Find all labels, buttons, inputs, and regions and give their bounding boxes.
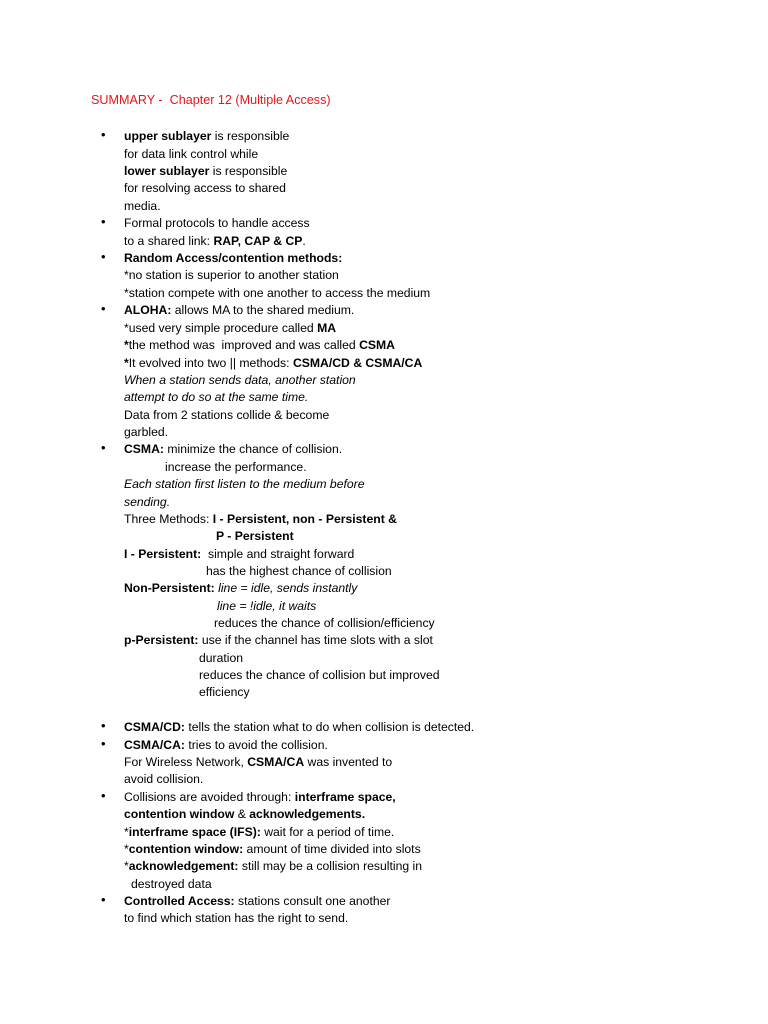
text-line <box>124 302 354 318</box>
text-line <box>124 215 310 231</box>
text-run: wait for a period of time. <box>260 825 395 839</box>
text-run: I - Persistent, non - Persistent & <box>212 512 397 526</box>
text-line <box>199 667 440 683</box>
text-line <box>124 754 392 770</box>
text-run: CSMA: <box>124 442 164 456</box>
text-run: for resolving access to shared <box>124 181 286 195</box>
text-run: has the highest chance of collision <box>206 564 392 578</box>
text-run: MA <box>317 321 337 335</box>
text-line <box>124 858 422 874</box>
bullet-marker: • <box>101 127 106 142</box>
text-run: Three Methods: <box>124 512 213 526</box>
text-run: interframe space (IFS): <box>128 825 261 839</box>
text-run: media. <box>124 199 161 213</box>
text-line <box>131 876 212 892</box>
text-line <box>124 163 287 179</box>
text-run: simple and straight forward <box>201 547 355 561</box>
text-run: Collisions are avoided through: <box>124 790 295 804</box>
text-run: I - Persistent: <box>124 547 202 561</box>
text-line <box>124 389 308 405</box>
text-run: Formal protocols to handle access <box>124 216 310 230</box>
text-line <box>124 424 168 440</box>
text-run: interframe space, <box>294 790 396 804</box>
text-run: *used very simple procedure called <box>124 321 318 335</box>
text-line <box>124 233 306 249</box>
text-line <box>124 355 422 371</box>
text-run: ALOHA: <box>124 303 172 317</box>
text-run: Data from 2 stations collide & become <box>124 408 330 422</box>
text-line <box>124 337 395 353</box>
text-line <box>124 580 357 596</box>
text-line <box>124 180 286 196</box>
bullet-marker: • <box>101 214 106 229</box>
text-line <box>165 459 307 475</box>
text-run: contention window: <box>128 842 244 856</box>
text-run: Non-Persistent: <box>124 581 215 595</box>
text-run: acknowledgements. <box>249 807 366 821</box>
text-run: It evolved into two || methods: <box>128 356 293 370</box>
text-line <box>124 737 328 753</box>
text-run: & <box>234 807 250 821</box>
text-run: allows MA to the shared medium. <box>171 303 355 317</box>
text-line <box>124 250 342 266</box>
text-run: * <box>124 859 129 873</box>
text-run: . <box>302 234 306 248</box>
bullet-marker: • <box>101 301 106 316</box>
text-run: * <box>124 356 129 370</box>
bullet-marker: • <box>101 440 106 455</box>
text-run: Each station first listen to the medium before <box>124 477 365 491</box>
text-line <box>124 407 329 423</box>
text-line <box>199 650 243 666</box>
text-run: tells the station what to do when collision is detected. <box>184 720 475 734</box>
text-run: attempt to do so at the same time. <box>124 390 309 404</box>
text-run: p-Persistent: <box>124 633 199 647</box>
text-line <box>124 267 339 283</box>
text-run: is responsible <box>209 164 288 178</box>
text-run: * <box>124 338 129 352</box>
text-line <box>124 789 396 805</box>
text-run: CSMA/CD: <box>124 720 185 734</box>
text-run: Controlled Access: <box>124 894 235 908</box>
text-run: P - Persistent <box>216 529 294 543</box>
text-line <box>124 632 433 648</box>
bullet-marker: • <box>101 736 106 751</box>
text-line <box>124 198 161 214</box>
text-run: avoid collision. <box>124 772 204 786</box>
text-run: garbled. <box>124 425 169 439</box>
text-run: for data link control while <box>124 147 259 161</box>
text-run: stations consult one another <box>234 894 391 908</box>
text-line <box>216 528 294 544</box>
text-line <box>124 320 336 336</box>
text-line <box>124 771 203 787</box>
text-run: to a shared link: <box>124 234 214 248</box>
text-run: still may be a collision resulting in <box>238 859 423 873</box>
text-line <box>124 841 421 857</box>
text-line <box>124 372 356 388</box>
text-run: is responsible <box>211 129 290 143</box>
text-run: *no station is superior to another station <box>124 268 339 282</box>
bullet-marker: • <box>101 788 106 803</box>
text-run: upper sublayer <box>124 129 212 143</box>
text-line <box>217 598 316 614</box>
text-run: CSMA <box>359 338 395 352</box>
text-run: RAP, CAP & CP <box>213 234 303 248</box>
text-line <box>124 893 390 909</box>
text-line <box>124 806 365 822</box>
text-run: When a station sends data, another station <box>124 373 356 387</box>
text-line <box>124 719 474 735</box>
text-run: Random Access/contention methods: <box>124 251 343 265</box>
text-line <box>206 563 392 579</box>
text-run: * <box>124 842 129 856</box>
text-run: reduces the chance of collision/efficiency <box>214 616 435 630</box>
text-run: CSMA/CA <box>247 755 305 769</box>
text-run: CSMA/CA: <box>124 738 185 752</box>
text-line <box>124 546 354 562</box>
text-run: sending. <box>124 495 171 509</box>
text-run: lower sublayer <box>124 164 210 178</box>
text-line <box>214 615 435 631</box>
text-run: *station compete with one another to access the medium <box>124 286 431 300</box>
text-run: contention window <box>124 807 235 821</box>
text-run: * <box>124 825 129 839</box>
text-run: tries to avoid the collision. <box>184 738 328 752</box>
text-line <box>124 285 430 301</box>
text-run: line = !idle, it waits <box>217 599 317 613</box>
text-run: use if the channel has time slots with a slot <box>198 633 433 647</box>
text-run: amount of time divided into slots <box>243 842 421 856</box>
bullet-marker: • <box>101 249 106 264</box>
text-line <box>124 494 170 510</box>
text-run: reduces the chance of collision but improved <box>199 668 440 682</box>
text-run: destroyed data <box>131 877 212 891</box>
text-line <box>199 684 250 700</box>
text-run: acknowledgement: <box>128 859 239 873</box>
text-run: to find which station has the right to send. <box>124 911 349 925</box>
bullet-marker: • <box>101 892 106 907</box>
text-line <box>124 128 289 144</box>
text-run: CSMA/CD & CSMA/CA <box>292 356 423 370</box>
text-run: efficiency <box>199 685 250 699</box>
text-run: increase the performance. <box>165 460 307 474</box>
text-line <box>124 511 397 527</box>
text-run: was invented to <box>304 755 393 769</box>
page-title: SUMMARY - Chapter 12 (Multiple Access) <box>91 93 331 107</box>
text-run: minimize the chance of collision. <box>163 442 343 456</box>
text-line <box>124 441 342 457</box>
bullet-marker: • <box>101 718 106 733</box>
text-run: For Wireless Network, <box>124 755 248 769</box>
text-line <box>124 146 258 162</box>
text-line <box>124 910 348 926</box>
text-line <box>124 476 364 492</box>
text-run: line = idle, sends instantly <box>214 581 358 595</box>
text-run: duration <box>199 651 244 665</box>
text-line <box>124 824 394 840</box>
text-run: the method was improved and was called <box>128 338 360 352</box>
